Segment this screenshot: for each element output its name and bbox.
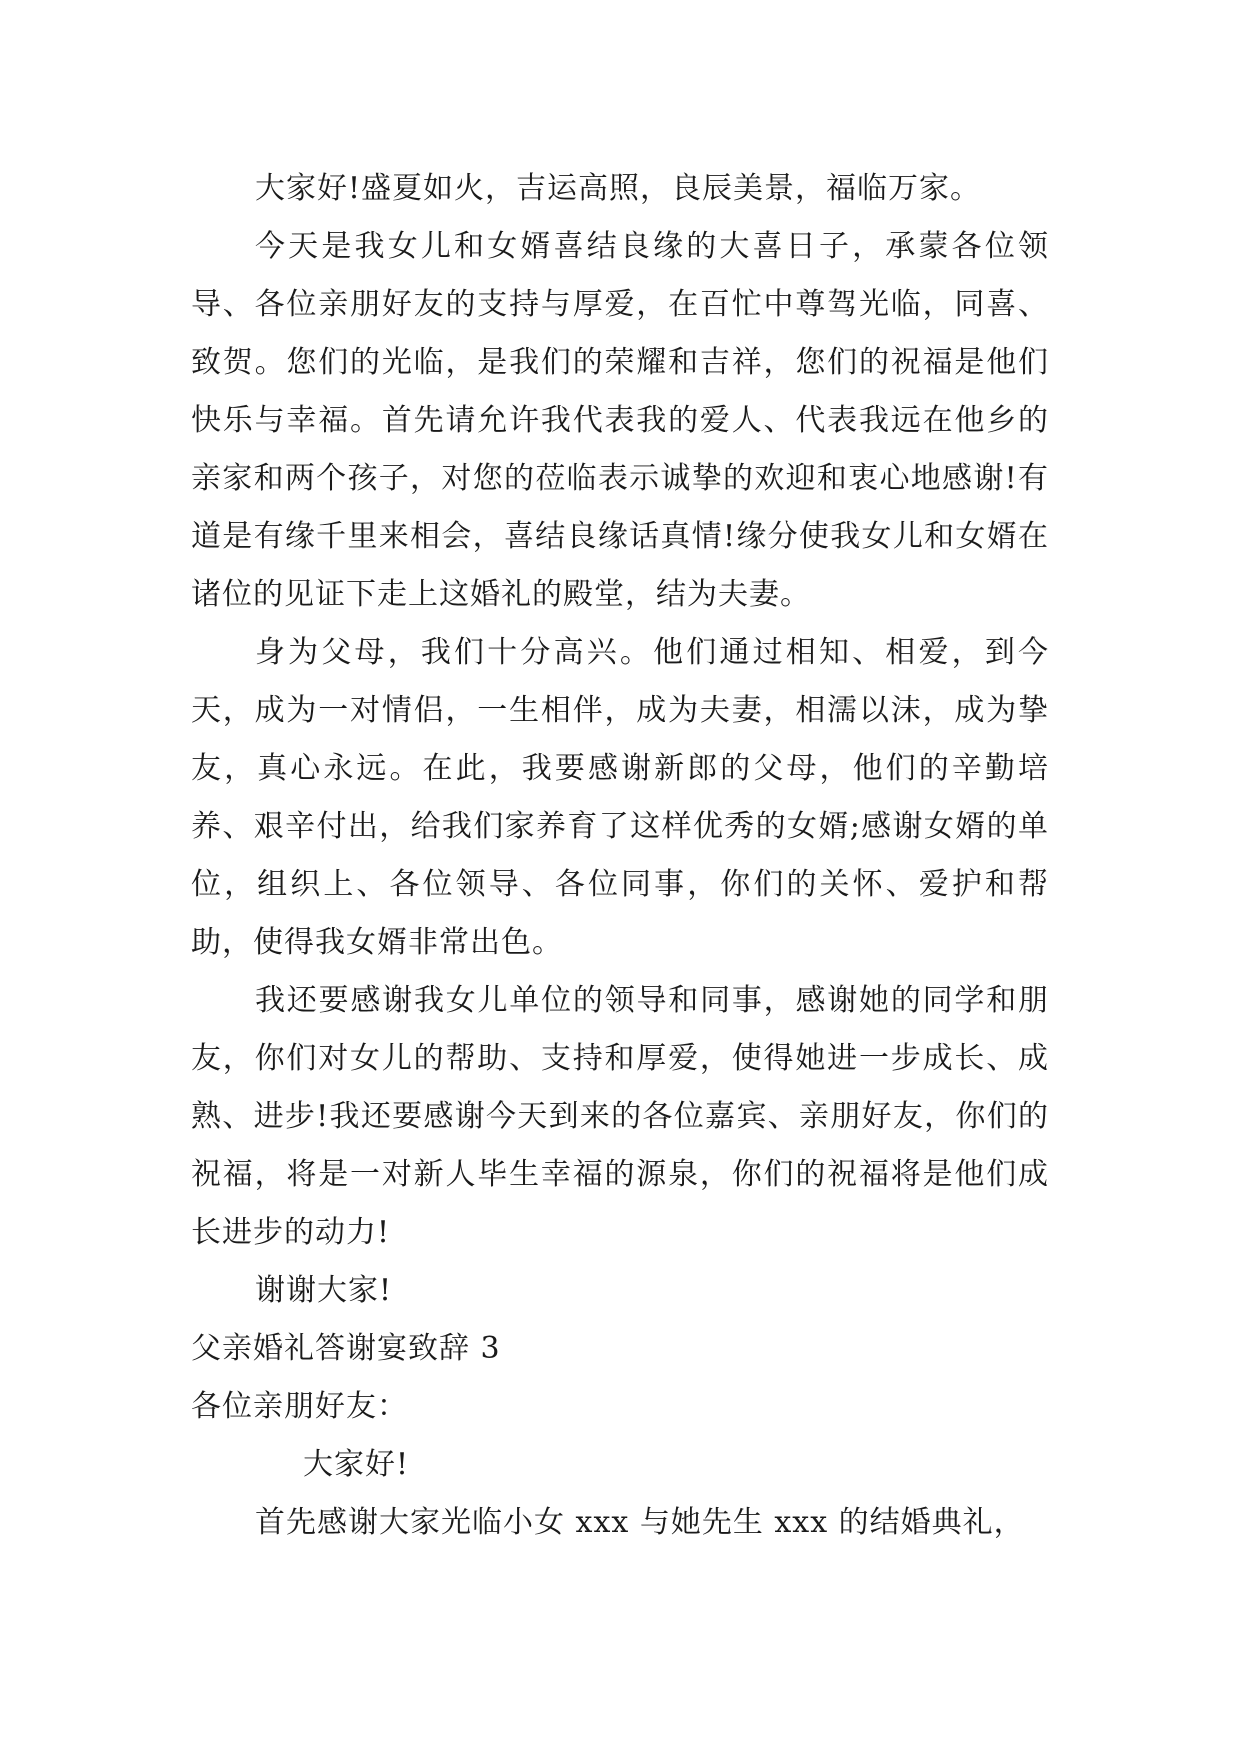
closing-thanks: 谢谢大家! — [255, 1273, 393, 1308]
section-title: 父亲婚礼答谢宴致辞 3 — [191, 1331, 501, 1366]
greeting-line: 大家好! — [303, 1447, 410, 1482]
thanks-colleagues-paragraph: 我还要感谢我女儿单位的领导和同事，感谢她的同学和朋友，你们对女儿的帮助、支持和厚爱，使得她进一步成长、成熟、进步!我还要感谢今天到来的各位嘉宾、亲朋好友，你们的祝福，将是一对新人毕生幸福的源泉，你们的祝福将是他们成长进步的动力! — [191, 983, 1049, 1250]
greeting-paragraph: 大家好!盛夏如火，吉运高照，良辰美景，福临万家。 — [255, 171, 982, 206]
document-body — [191, 160, 1049, 1552]
parents-joy-paragraph: 身为父母，我们十分高兴。他们通过相知、相爱，到今天，成为一对情侣，一生相伴，成为夫妻，相濡以沫，成为挚友，真心永远。在此，我要感谢新郎的父母，他们的辛勤培养、艰辛付出，给我们家养育了这样优秀的女婿;感谢女婿的单位，组织上、各位领导、各位同事，你们的关怀、爱护和帮助，使得我女婿非常出色。 — [191, 635, 1049, 960]
salutation: 各位亲朋好友： — [191, 1389, 408, 1424]
thanks-guests-paragraph: 今天是我女儿和女婿喜结良缘的大喜日子，承蒙各位领导、各位亲朋好友的支持与厚爱，在百忙中尊驾光临，同喜、致贺。您们的光临，是我们的荣耀和吉祥，您们的祝福是他们快乐与幸福。首先请允许我代表我的爱人、代表我远在他乡的亲家和两个孩子，对您的莅临表示诚挚的欢迎和衷心地感谢!有道是有缘千里来相会，喜结良缘话真情!缘分使我女儿和女婿在诸位的见证下走上这婚礼的殿堂，结为夫妻。 — [191, 229, 1049, 612]
opening-paragraph: 首先感谢大家光临小女 xxx 与她先生 xxx 的结婚典礼， — [255, 1505, 1025, 1540]
